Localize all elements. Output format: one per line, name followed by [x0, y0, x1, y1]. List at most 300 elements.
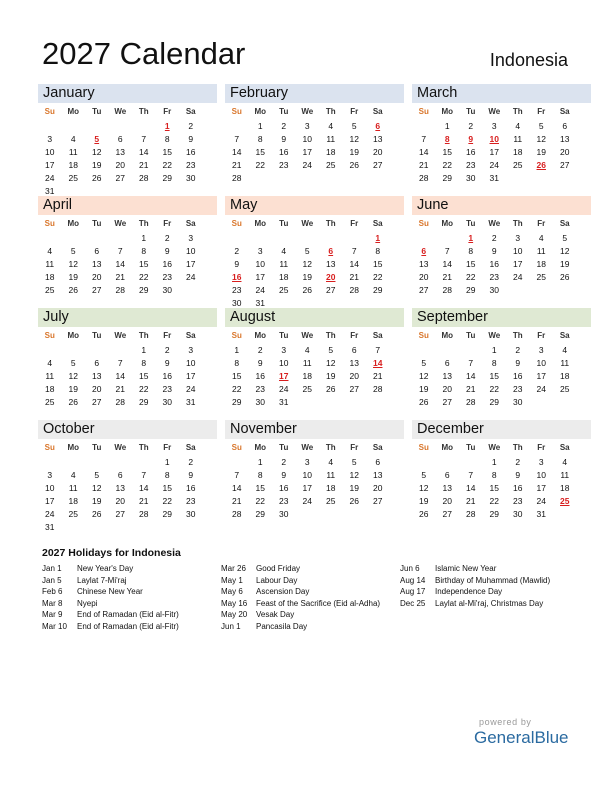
day-cell: 27 [560, 159, 570, 170]
week-row [412, 369, 591, 382]
day-cell: 28 [349, 284, 359, 295]
weekday-label: Mo [441, 218, 454, 228]
day-cell: 9 [468, 133, 474, 144]
day-cell: 17 [186, 370, 196, 381]
calendar-grid [38, 84, 575, 534]
day-cell: 11 [536, 245, 546, 256]
day-cell: 13 [92, 258, 102, 269]
holiday-column [400, 563, 575, 609]
day-cell: 2 [188, 456, 194, 467]
day-cell: 21 [466, 495, 476, 506]
weekday-label: Tu [92, 442, 102, 452]
day-cell: 25 [326, 159, 336, 170]
day-cell: 30 [162, 284, 172, 295]
day-cell: 27 [349, 383, 359, 394]
weekday-label: Sa [559, 330, 570, 340]
week-row [38, 369, 217, 382]
day-cell: 16 [162, 258, 172, 269]
day-cell: 20 [115, 495, 125, 506]
weekday-label: We [301, 106, 314, 116]
day-cell: 30 [513, 396, 523, 407]
day-cell: 8 [164, 133, 170, 144]
day-cell: 9 [515, 357, 521, 368]
day-cell: 6 [375, 120, 381, 131]
weekday-label: Tu [92, 218, 102, 228]
weekday-label: Sa [372, 330, 383, 340]
day-cell: 13 [442, 370, 452, 381]
week-row [38, 119, 217, 132]
day-cell: 11 [279, 258, 289, 269]
day-cell: 3 [47, 469, 53, 480]
day-cell: 29 [139, 284, 149, 295]
day-cell: 4 [304, 344, 310, 355]
holiday-name: Vesak Day [256, 610, 295, 619]
generalblue-logo[interactable] [474, 728, 569, 748]
day-cell: 1 [491, 344, 497, 355]
day-cell: 18 [302, 370, 312, 381]
day-cell: 16 [489, 258, 499, 269]
week-row [412, 257, 591, 270]
day-cell: 19 [419, 495, 429, 506]
day-cell: 18 [68, 495, 78, 506]
day-cell: 5 [94, 133, 100, 144]
day-cell: 6 [562, 120, 568, 131]
week-row [225, 343, 404, 356]
day-cell: 23 [489, 271, 499, 282]
day-cell: 11 [560, 469, 570, 480]
day-cell: 3 [304, 120, 310, 131]
day-cell: 25 [536, 271, 546, 282]
weekday-label: Sa [559, 218, 570, 228]
day-cell: 25 [279, 284, 289, 295]
day-cell: 10 [186, 245, 196, 256]
day-cell: 16 [279, 146, 289, 157]
day-cell: 30 [162, 396, 172, 407]
day-cell: 13 [349, 357, 359, 368]
day-cell: 27 [115, 508, 125, 519]
holiday-date: Mar 10 [42, 621, 67, 631]
week-row [225, 507, 404, 520]
week-row [38, 132, 217, 145]
day-cell: 13 [373, 133, 383, 144]
weekday-label: Tu [466, 330, 476, 340]
day-cell: 11 [302, 357, 312, 368]
day-cell: 19 [560, 258, 570, 269]
month-april [38, 196, 217, 308]
day-cell: 12 [302, 258, 312, 269]
day-cell: 7 [141, 133, 147, 144]
day-cell: 21 [419, 159, 429, 170]
day-cell: 5 [328, 344, 334, 355]
day-cell: 1 [234, 344, 240, 355]
day-cell: 10 [255, 258, 265, 269]
holiday-date: Mar 8 [42, 598, 63, 608]
week-row [225, 395, 404, 408]
day-cell: 6 [117, 469, 123, 480]
week-row [412, 283, 591, 296]
day-cell: 31 [536, 508, 546, 519]
month-name: February [225, 84, 404, 103]
weekday-label: Mo [67, 442, 80, 452]
month-november [225, 420, 404, 532]
weekday-label: Th [325, 330, 336, 340]
day-cell: 1 [164, 456, 170, 467]
week-row [412, 145, 591, 158]
day-cell: 19 [349, 482, 359, 493]
day-cell: 16 [466, 146, 476, 157]
day-cell: 21 [232, 159, 242, 170]
day-cell: 24 [186, 271, 196, 282]
day-cell: 31 [45, 185, 55, 196]
weekday-label: Tu [279, 218, 289, 228]
day-cell: 3 [538, 344, 544, 355]
day-cell: 7 [234, 133, 240, 144]
holidays-title: 2027 Holidays for Indonesia [42, 547, 181, 559]
week-row [38, 507, 217, 520]
day-cell: 18 [68, 159, 78, 170]
day-cell: 24 [536, 495, 546, 506]
day-cell: 5 [70, 357, 76, 368]
day-cell: 9 [164, 357, 170, 368]
month-june [412, 196, 591, 308]
day-cell: 14 [115, 370, 125, 381]
day-cell: 24 [302, 159, 312, 170]
holiday-item [42, 621, 217, 633]
weekday-label: Fr [350, 330, 359, 340]
day-cell: 17 [279, 370, 289, 381]
day-cell: 17 [45, 159, 55, 170]
day-cell: 2 [281, 456, 287, 467]
weekday-label: Mo [441, 330, 454, 340]
day-cell: 7 [421, 133, 427, 144]
day-cell: 27 [326, 284, 336, 295]
week-row [412, 343, 591, 356]
day-cell: 11 [45, 370, 55, 381]
day-cell: 9 [281, 133, 287, 144]
day-cell: 24 [45, 172, 55, 183]
month-october [38, 420, 217, 532]
week-row [412, 481, 591, 494]
weekday-label: Mo [441, 442, 454, 452]
day-cell: 20 [442, 495, 452, 506]
day-cell: 11 [560, 357, 570, 368]
holiday-date: Jun 1 [221, 621, 241, 631]
week-row [38, 520, 217, 533]
week-row [38, 171, 217, 184]
day-cell: 10 [279, 357, 289, 368]
day-cell: 15 [489, 482, 499, 493]
day-cell: 15 [139, 370, 149, 381]
weekday-label: Sa [185, 218, 196, 228]
weekday-label: Su [231, 106, 242, 116]
month-name: March [412, 84, 591, 103]
day-cell: 2 [234, 245, 240, 256]
holiday-date: Aug 14 [400, 575, 426, 585]
weekday-label: Tu [466, 218, 476, 228]
day-cell: 24 [279, 383, 289, 394]
weekday-label: Th [138, 330, 149, 340]
day-cell: 26 [92, 508, 102, 519]
day-cell: 9 [257, 357, 263, 368]
day-cell: 14 [115, 258, 125, 269]
week-row [38, 468, 217, 481]
week-row [38, 494, 217, 507]
day-cell: 6 [444, 357, 450, 368]
day-cell: 16 [162, 370, 172, 381]
day-cell: 26 [302, 284, 312, 295]
day-cell: 31 [489, 172, 499, 183]
weekday-label: Th [138, 106, 149, 116]
weekday-label: Tu [466, 106, 476, 116]
holiday-item [400, 575, 575, 587]
day-cell: 16 [232, 271, 242, 282]
weekday-label: Th [138, 218, 149, 228]
day-cell: 11 [326, 469, 336, 480]
day-cell: 27 [442, 396, 452, 407]
holiday-name: End of Ramadan (Eid al-Fitr) [77, 610, 179, 619]
day-cell: 22 [139, 383, 149, 394]
day-cell: 6 [328, 245, 334, 256]
day-cell: 12 [349, 469, 359, 480]
day-cell: 31 [255, 297, 265, 308]
holiday-item [221, 586, 396, 598]
day-cell: 10 [45, 482, 55, 493]
day-cell: 13 [373, 469, 383, 480]
holiday-item [221, 575, 396, 587]
day-cell: 5 [538, 120, 544, 131]
holiday-item [42, 586, 217, 598]
day-cell: 5 [351, 456, 357, 467]
day-cell: 7 [468, 469, 474, 480]
month-name: May [225, 196, 404, 215]
day-cell: 18 [560, 482, 570, 493]
weekday-label: Mo [441, 106, 454, 116]
day-cell: 1 [468, 232, 474, 243]
day-cell: 18 [513, 146, 523, 157]
day-cell: 21 [139, 495, 149, 506]
day-cell: 29 [162, 508, 172, 519]
day-cell: 28 [442, 284, 452, 295]
day-cell: 7 [351, 245, 357, 256]
weekday-header [225, 327, 404, 343]
day-cell: 28 [115, 284, 125, 295]
day-cell: 28 [373, 383, 383, 394]
weekday-label: Mo [67, 218, 80, 228]
weekday-label: Sa [372, 442, 383, 452]
weekday-label: We [488, 106, 501, 116]
weekday-label: Mo [254, 442, 267, 452]
month-september [412, 308, 591, 420]
day-cell: 10 [302, 133, 312, 144]
day-cell: 22 [139, 271, 149, 282]
day-cell: 19 [92, 495, 102, 506]
day-cell: 15 [442, 146, 452, 157]
weekday-label: We [488, 330, 501, 340]
day-cell: 21 [139, 159, 149, 170]
day-cell: 28 [115, 396, 125, 407]
day-cell: 20 [442, 383, 452, 394]
day-cell: 17 [513, 258, 523, 269]
brand-general: General [474, 728, 535, 747]
day-cell: 30 [186, 172, 196, 183]
weekday-label: Su [231, 442, 242, 452]
day-cell: 17 [45, 495, 55, 506]
weekday-label: Sa [185, 106, 196, 116]
day-cell: 22 [466, 271, 476, 282]
weekday-label: Su [44, 106, 55, 116]
day-cell: 27 [373, 159, 383, 170]
day-cell: 26 [326, 383, 336, 394]
holiday-date: Mar 26 [221, 564, 246, 573]
week-row [38, 455, 217, 468]
holiday-date: Jan 1 [42, 564, 62, 573]
weekday-label: Mo [254, 218, 267, 228]
weekday-label: Tu [279, 106, 289, 116]
month-february [225, 84, 404, 196]
day-cell: 2 [468, 120, 474, 131]
day-cell: 23 [466, 159, 476, 170]
day-cell: 1 [375, 232, 381, 243]
week-row [225, 369, 404, 382]
day-cell: 13 [419, 258, 429, 269]
week-row [225, 356, 404, 369]
weekday-header [412, 103, 591, 119]
day-cell: 24 [302, 495, 312, 506]
day-cell: 18 [326, 482, 336, 493]
day-cell: 23 [162, 271, 172, 282]
day-cell: 17 [255, 271, 265, 282]
day-cell: 4 [70, 469, 76, 480]
weekday-label: Mo [67, 106, 80, 116]
day-cell: 15 [232, 370, 242, 381]
day-cell: 20 [92, 383, 102, 394]
day-cell: 15 [489, 370, 499, 381]
week-row [412, 455, 591, 468]
day-cell: 20 [560, 146, 570, 157]
day-cell: 23 [279, 495, 289, 506]
weekday-header [38, 103, 217, 119]
day-cell: 30 [466, 172, 476, 183]
day-cell: 30 [255, 396, 265, 407]
day-cell: 26 [92, 172, 102, 183]
day-cell: 13 [115, 482, 125, 493]
weekday-label: Su [231, 218, 242, 228]
day-cell: 4 [328, 120, 334, 131]
day-cell: 9 [491, 245, 497, 256]
holiday-name: Pancasila Day [256, 621, 308, 631]
week-row [38, 231, 217, 244]
month-january [38, 84, 217, 196]
day-cell: 5 [421, 357, 427, 368]
day-cell: 14 [349, 258, 359, 269]
day-cell: 1 [164, 120, 170, 131]
day-cell: 13 [115, 146, 125, 157]
day-cell: 3 [257, 245, 263, 256]
day-cell: 2 [164, 344, 170, 355]
weekday-label: Tu [466, 442, 476, 452]
day-cell: 8 [141, 357, 147, 368]
day-cell: 18 [560, 370, 570, 381]
weekday-label: Su [44, 218, 55, 228]
weekday-label: Su [44, 442, 55, 452]
day-cell: 12 [419, 482, 429, 493]
weekday-label: Su [418, 106, 429, 116]
weekday-label: Fr [163, 218, 172, 228]
holiday-date: Aug 17 [400, 587, 426, 596]
day-cell: 2 [257, 344, 263, 355]
weekday-label: Fr [350, 218, 359, 228]
week-row [412, 244, 591, 257]
day-cell: 8 [468, 245, 474, 256]
week-row [412, 231, 591, 244]
day-cell: 14 [232, 482, 242, 493]
day-cell: 2 [281, 120, 287, 131]
weekday-header [225, 439, 404, 455]
day-cell: 9 [281, 469, 287, 480]
week-row [38, 270, 217, 283]
weekday-label: Tu [92, 106, 102, 116]
day-cell: 12 [92, 146, 102, 157]
day-cell: 18 [279, 271, 289, 282]
day-cell: 29 [442, 172, 452, 183]
day-cell: 8 [257, 133, 263, 144]
day-cell: 8 [375, 245, 381, 256]
day-cell: 12 [68, 370, 78, 381]
week-row [225, 158, 404, 171]
day-cell: 24 [255, 284, 265, 295]
day-cell: 20 [326, 271, 336, 282]
holiday-date: May 6 [221, 587, 243, 596]
week-row [225, 132, 404, 145]
holiday-item [42, 609, 217, 621]
month-name: June [412, 196, 591, 215]
weekday-label: We [301, 218, 314, 228]
day-cell: 25 [68, 172, 78, 183]
day-cell: 6 [444, 469, 450, 480]
week-row [412, 468, 591, 481]
holiday-date: May 16 [221, 598, 248, 608]
day-cell: 26 [68, 284, 78, 295]
day-cell: 20 [373, 482, 383, 493]
weekday-header [225, 215, 404, 231]
day-cell: 23 [232, 284, 242, 295]
day-cell: 23 [255, 383, 265, 394]
holiday-item [221, 609, 396, 621]
weekday-header [225, 103, 404, 119]
weekday-label: Fr [537, 330, 546, 340]
day-cell: 8 [164, 469, 170, 480]
day-cell: 3 [304, 456, 310, 467]
day-cell: 14 [442, 258, 452, 269]
weekday-label: We [488, 218, 501, 228]
day-cell: 2 [515, 456, 521, 467]
day-cell: 18 [45, 383, 55, 394]
day-cell: 19 [92, 159, 102, 170]
weekday-label: We [114, 330, 127, 340]
weekday-label: Su [231, 330, 242, 340]
day-cell: 28 [139, 172, 149, 183]
day-cell: 22 [162, 159, 172, 170]
day-cell: 17 [186, 258, 196, 269]
day-cell: 7 [117, 357, 123, 368]
month-name: July [38, 308, 217, 327]
holiday-date: May 1 [221, 575, 243, 585]
weekday-header [38, 439, 217, 455]
month-name: December [412, 420, 591, 439]
week-row [412, 171, 591, 184]
day-cell: 17 [302, 482, 312, 493]
month-december [412, 420, 591, 532]
